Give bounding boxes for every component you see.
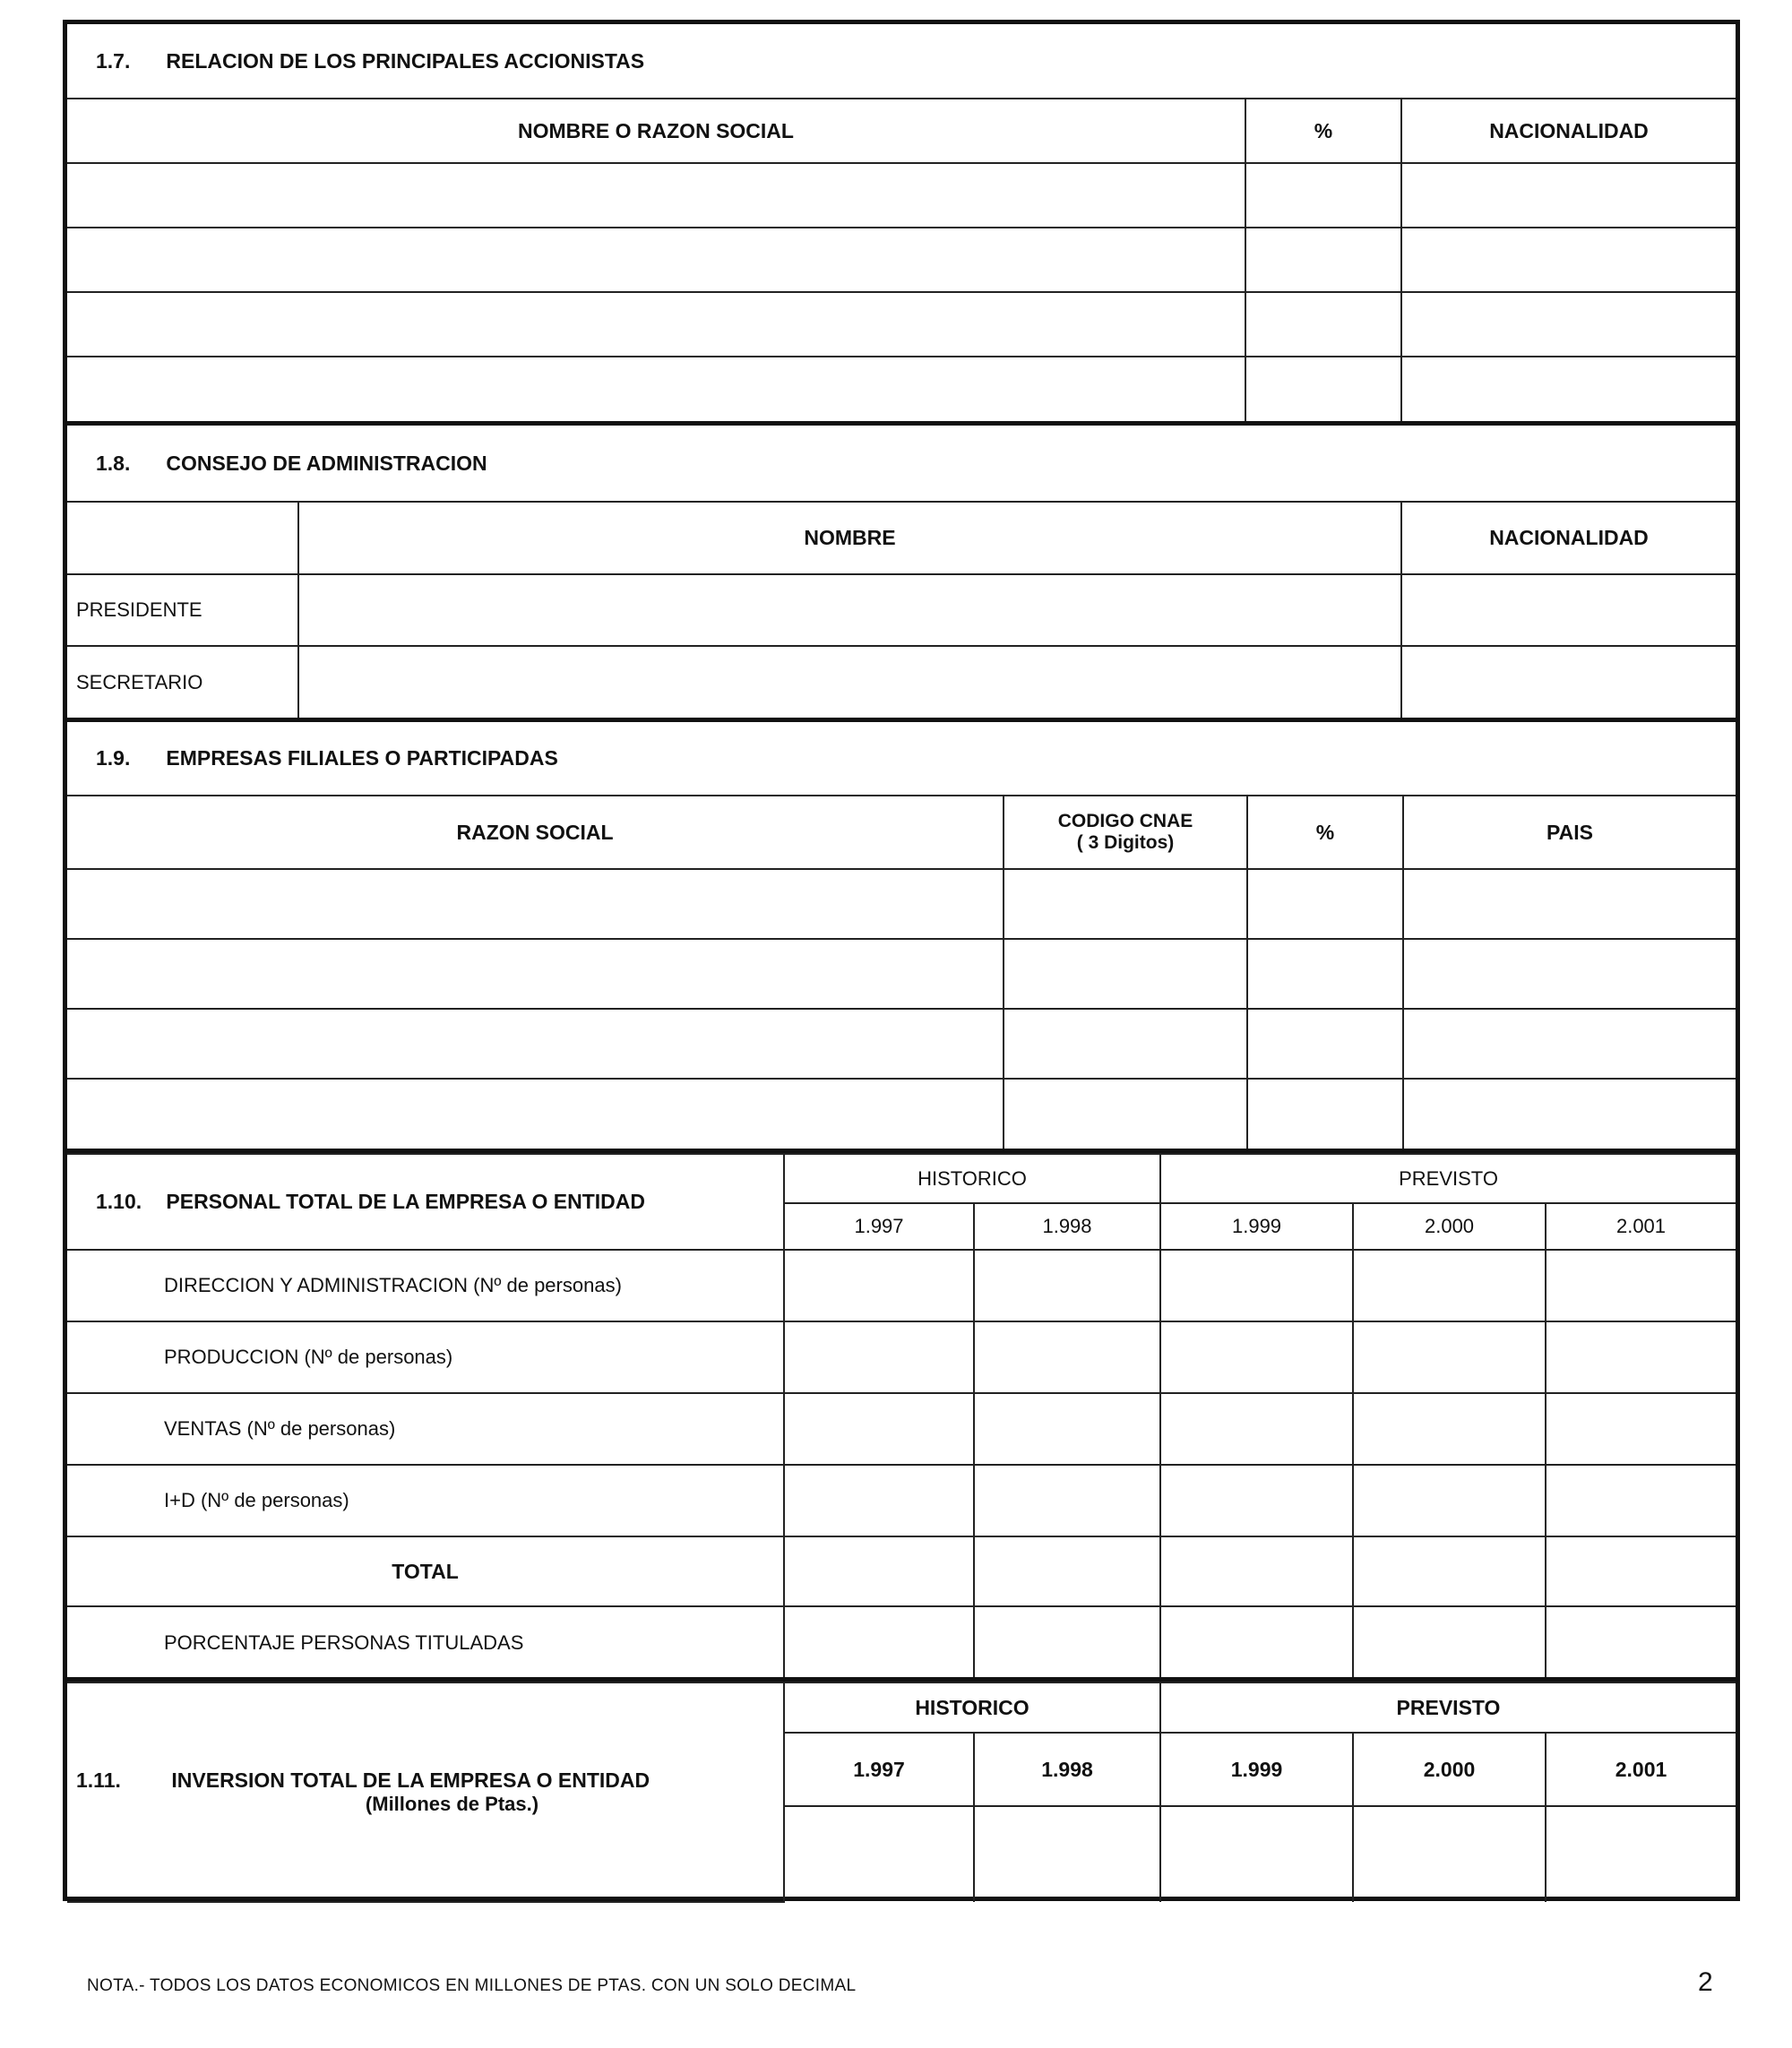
shareholder-nationality-field[interactable]: [1401, 163, 1736, 228]
section-1-10: [67, 1149, 1736, 1677]
data-cell[interactable]: [784, 1606, 974, 1678]
year-header: 1.997: [784, 1203, 974, 1250]
section-title: [67, 1154, 784, 1250]
previsto-header: PREVISTO: [1160, 1154, 1736, 1203]
data-cell[interactable]: [1160, 1393, 1353, 1465]
section-title: [67, 1682, 784, 1902]
section-1-8: [67, 421, 1736, 718]
section-title: [67, 24, 1736, 99]
subsidiary-cnae-field[interactable]: [1004, 869, 1247, 939]
historico-header: HISTORICO: [784, 1682, 1160, 1733]
subsidiary-name-field[interactable]: [67, 869, 1004, 939]
shareholder-name-field[interactable]: [67, 163, 1245, 228]
table-row: [67, 1536, 1736, 1606]
column-header-percent: %: [1245, 99, 1401, 163]
row-label: DIRECCION Y ADMINISTRACION (Nº de personas): [67, 1250, 784, 1321]
section-number: 1.10.: [96, 1190, 142, 1213]
year-header: 2.001: [1546, 1733, 1736, 1806]
secretary-name-field[interactable]: [298, 646, 1401, 718]
subsidiary-country-field[interactable]: [1403, 939, 1736, 1009]
column-header-nationality: NACIONALIDAD: [1401, 99, 1736, 163]
row-label-secretary: SECRETARIO: [67, 646, 298, 718]
year-header: 2.001: [1546, 1203, 1736, 1250]
table-row: [67, 1393, 1736, 1465]
footer-note: NOTA.- TODOS LOS DATOS ECONOMICOS EN MILLONES DE PTAS. CON UN SOLO DECIMAL: [87, 1976, 857, 1995]
table-row: [67, 1606, 1736, 1678]
section-title: [67, 426, 1736, 502]
table-row: [67, 163, 1736, 228]
data-cell[interactable]: [1546, 1536, 1736, 1606]
data-cell[interactable]: [1160, 1250, 1353, 1321]
shareholder-name-field[interactable]: [67, 228, 1245, 292]
section-number: 1.8.: [96, 451, 131, 475]
table-row: [67, 228, 1736, 292]
row-label: VENTAS (Nº de personas): [67, 1393, 784, 1465]
year-header: 1.998: [974, 1203, 1160, 1250]
table-row: [67, 646, 1736, 718]
shareholder-percent-field[interactable]: [1245, 357, 1401, 421]
section-title: [67, 722, 1736, 796]
data-cell[interactable]: [784, 1465, 974, 1536]
subsidiary-name-field[interactable]: [67, 1079, 1004, 1149]
data-cell[interactable]: [784, 1321, 974, 1393]
data-cell[interactable]: [1546, 1321, 1736, 1393]
table-row: [67, 1321, 1736, 1393]
historico-header: HISTORICO: [784, 1154, 1160, 1203]
shareholder-name-field[interactable]: [67, 357, 1245, 421]
section-number: 1.7.: [96, 48, 131, 73]
subsidiary-percent-field[interactable]: [1247, 1009, 1403, 1079]
data-cell[interactable]: [1546, 1393, 1736, 1465]
table-row: [67, 574, 1736, 646]
data-cell[interactable]: [1160, 1321, 1353, 1393]
data-cell[interactable]: [1353, 1806, 1546, 1902]
column-header-cnae: [1004, 796, 1247, 869]
subsidiary-name-field[interactable]: [67, 939, 1004, 1009]
column-header-percent: %: [1247, 796, 1403, 869]
data-cell[interactable]: [1546, 1465, 1736, 1536]
subsidiary-country-field[interactable]: [1403, 1009, 1736, 1079]
subsidiary-percent-field[interactable]: [1247, 869, 1403, 939]
column-header-country: PAIS: [1403, 796, 1736, 869]
column-header-nationality: NACIONALIDAD: [1401, 502, 1736, 574]
empty-header-cell: [67, 502, 298, 574]
subsidiary-cnae-field[interactable]: [1004, 1009, 1247, 1079]
data-cell[interactable]: [1353, 1465, 1546, 1536]
row-label: I+D (Nº de personas): [67, 1465, 784, 1536]
data-cell[interactable]: [1353, 1250, 1546, 1321]
table-row: [67, 357, 1736, 421]
shareholder-nationality-field[interactable]: [1401, 357, 1736, 421]
year-header: 2.000: [1353, 1203, 1546, 1250]
previsto-header: PREVISTO: [1160, 1682, 1736, 1733]
data-cell[interactable]: [1160, 1536, 1353, 1606]
table-row: [67, 1250, 1736, 1321]
data-cell[interactable]: [1353, 1393, 1546, 1465]
table-row: [67, 869, 1736, 939]
data-cell[interactable]: [1160, 1806, 1353, 1902]
table-row: [67, 1079, 1736, 1149]
section-subtitle: (Millones de Ptas.): [365, 1793, 539, 1815]
row-label-president: PRESIDENTE: [67, 574, 298, 646]
shareholder-nationality-field[interactable]: [1401, 228, 1736, 292]
section-title-text: EMPRESAS FILIALES O PARTICIPADAS: [166, 746, 558, 770]
year-header: 1.999: [1160, 1733, 1353, 1806]
data-cell[interactable]: [784, 1536, 974, 1606]
data-cell[interactable]: [1160, 1606, 1353, 1678]
section-title-text: PERSONAL TOTAL DE LA EMPRESA O ENTIDAD: [166, 1190, 645, 1213]
table-row: [67, 1009, 1736, 1079]
data-cell[interactable]: [1160, 1465, 1353, 1536]
data-cell[interactable]: [974, 1536, 1160, 1606]
data-cell[interactable]: [784, 1393, 974, 1465]
section-title-text: CONSEJO DE ADMINISTRACION: [166, 451, 487, 475]
section-1-11: [67, 1677, 1736, 1901]
year-header: 2.000: [1353, 1733, 1546, 1806]
data-cell[interactable]: [974, 1806, 1160, 1902]
column-header-name: NOMBRE O RAZON SOCIAL: [67, 99, 1245, 163]
data-cell[interactable]: [974, 1606, 1160, 1678]
shareholder-percent-field[interactable]: [1245, 163, 1401, 228]
data-cell[interactable]: [974, 1465, 1160, 1536]
year-header: 1.997: [784, 1733, 974, 1806]
row-label: PORCENTAJE PERSONAS TITULADAS: [67, 1606, 784, 1678]
president-name-field[interactable]: [298, 574, 1401, 646]
page-number: 2: [1698, 1967, 1713, 1997]
data-cell[interactable]: [974, 1393, 1160, 1465]
year-header: 1.998: [974, 1733, 1160, 1806]
data-cell[interactable]: [784, 1250, 974, 1321]
data-cell[interactable]: [784, 1806, 974, 1902]
data-cell[interactable]: [974, 1321, 1160, 1393]
row-label: PRODUCCION (Nº de personas): [67, 1321, 784, 1393]
president-nationality-field[interactable]: [1401, 574, 1736, 646]
table-row: [67, 939, 1736, 1009]
data-cell[interactable]: [1546, 1250, 1736, 1321]
section-number: 1.11.: [76, 1768, 121, 1792]
table-row: [67, 292, 1736, 357]
data-cell[interactable]: [1546, 1606, 1736, 1678]
subsidiary-country-field[interactable]: [1403, 869, 1736, 939]
cnae-sublabel: ( 3 Digitos): [1076, 832, 1175, 853]
subsidiary-name-field[interactable]: [67, 1009, 1004, 1079]
data-cell[interactable]: [1353, 1536, 1546, 1606]
data-cell[interactable]: [974, 1250, 1160, 1321]
subsidiary-percent-field[interactable]: [1247, 1079, 1403, 1149]
section-number: 1.9.: [96, 746, 131, 770]
data-cell[interactable]: [1353, 1321, 1546, 1393]
subsidiary-cnae-field[interactable]: [1004, 939, 1247, 1009]
shareholder-percent-field[interactable]: [1245, 228, 1401, 292]
shareholder-nationality-field[interactable]: [1401, 292, 1736, 357]
column-header-name: NOMBRE: [298, 502, 1401, 574]
shareholder-name-field[interactable]: [67, 292, 1245, 357]
table-row: [67, 1465, 1736, 1536]
secretary-nationality-field[interactable]: [1401, 646, 1736, 718]
form-page: [63, 20, 1740, 1901]
year-header: 1.999: [1160, 1203, 1353, 1250]
subsidiary-cnae-field[interactable]: [1004, 1079, 1247, 1149]
section-1-9: [67, 718, 1736, 1149]
data-cell[interactable]: [1546, 1806, 1736, 1902]
section-1-7: [67, 24, 1736, 421]
row-label-total: TOTAL: [67, 1536, 784, 1606]
section-title-text: RELACION DE LOS PRINCIPALES ACCIONISTAS: [166, 48, 645, 73]
subsidiary-percent-field[interactable]: [1247, 939, 1403, 1009]
column-header-name: RAZON SOCIAL: [67, 796, 1004, 869]
data-cell[interactable]: [1353, 1606, 1546, 1678]
section-title-text: INVERSION TOTAL DE LA EMPRESA O ENTIDAD: [171, 1768, 650, 1792]
shareholder-percent-field[interactable]: [1245, 292, 1401, 357]
cnae-label: CODIGO CNAE: [1057, 811, 1193, 831]
subsidiary-country-field[interactable]: [1403, 1079, 1736, 1149]
